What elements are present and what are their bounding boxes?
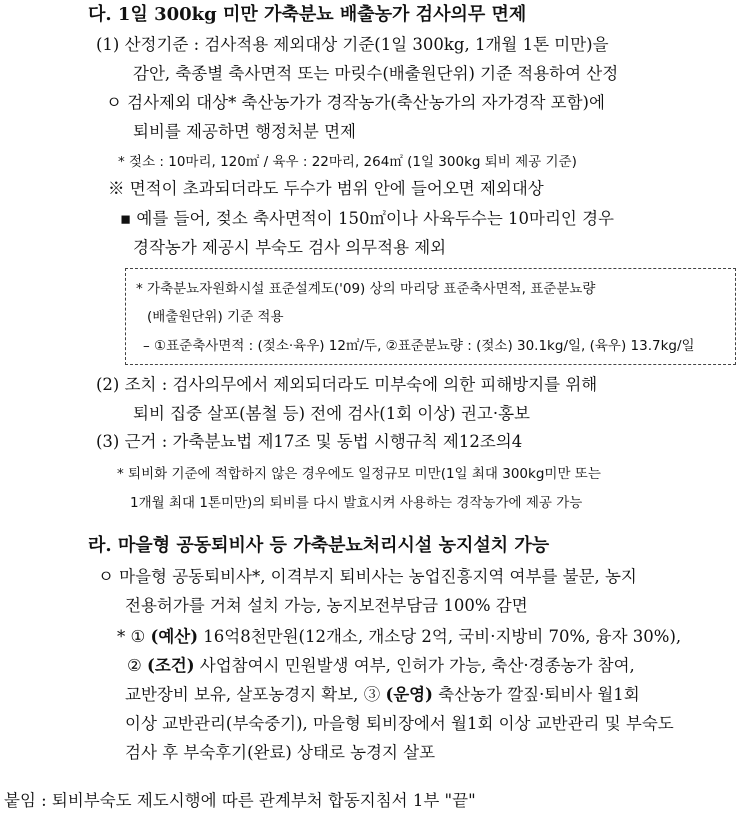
basis-note-line2: 1개월 최대 1톤미만)의 퇴비를 다시 발효시켜 사용하는 경작농가에 제공 가능 xyxy=(130,495,583,511)
village-note-line1 xyxy=(117,629,681,646)
section-ra-heading: 라. 마을형 공동퇴비사 등 가축분뇨처리시설 농지설치 가능 xyxy=(88,535,550,556)
condition-label: (조건) xyxy=(147,656,195,675)
area-remark: ※ 면적이 초과되더라도 두수가 범위 안에 들어오면 제외대상 xyxy=(108,179,544,198)
note-star: * xyxy=(117,627,126,646)
exemption-bullet-line2: 퇴비를 제공하면 행정처분 면제 xyxy=(133,122,356,141)
village-note-line5: 검사 후 부숙후기(완료) 상태로 농경지 살포 xyxy=(125,743,436,762)
standard-box-line3: – ①표준축사면적 : (젖소·육우) 12㎡/두, ②표준분뇨량 : (젖소) 30.1kg/일, (육우) 13.7kg/일 xyxy=(143,338,695,354)
village-note-line4: 이상 교반관리(부숙중기), 마을형 퇴비장에서 월1회 이상 교반관리 및 부숙도 xyxy=(125,714,674,733)
standard-box-line1: * 가축분뇨자원화시설 표준설계도('09) 상의 마리당 표준축사면적, 표준분뇨량 xyxy=(136,281,596,297)
section-da-heading: 다. 1일 300kg 미만 가축분뇨 배출농가 검사의무 면제 xyxy=(88,4,527,25)
exemption-bullet-line1: ㅇ 검사제외 대상* 축산농가가 경작농가(축산농가의 자가경작 포함)에 xyxy=(106,93,605,112)
item3: (3) 근거 : 가축분뇨법 제17조 및 동법 시행규칙 제12조의4 xyxy=(96,432,523,451)
basis-note-line1: * 퇴비화 기준에 적합하지 않은 경우에도 일정규모 미만(1일 최대 300kg미만 또는 xyxy=(117,466,601,482)
condition-text: 사업참여시 민원발생 여부, 인허가 가능, 축산·경종농가 참여, xyxy=(199,656,635,675)
village-note-line2 xyxy=(127,658,635,675)
item2-line2: 퇴비 집중 살포(봄철 등) 전에 검사(1회 이상) 권고·홍보 xyxy=(133,404,530,423)
budget-marker: ① xyxy=(130,627,146,646)
village-bullet-line1: ㅇ 마을형 공동퇴비사*, 이격부지 퇴비사는 농업진흥지역 여부를 불문, 농지 xyxy=(98,567,637,586)
item1-line2: 감안, 축종별 축사면적 또는 마릿수(배출원단위) 기준 적용하여 산정 xyxy=(133,64,619,83)
budget-text: 16억8천만원(12개소, 개소당 2억, 국비·지방비 70%, 융자 30%), xyxy=(203,627,682,646)
item1-line1: (1) 산정기준 : 검사적용 제외대상 기준(1일 300kg, 1개월 1톤 미만)을 xyxy=(96,35,609,54)
village-bullet-line2: 전용허가를 거쳐 설치 가능, 농지보전부담금 100% 감면 xyxy=(125,596,528,615)
attachment-line: 붙임 : 퇴비부숙도 제도시행에 따른 관계부처 합동지침서 1부 "끝" xyxy=(4,791,476,810)
standard-box-line2: (배출원단위) 기준 적용 xyxy=(147,309,284,325)
operation-label: (운영) xyxy=(385,685,433,704)
condition-text-2: 교반장비 보유, 살포농경지 확보, xyxy=(125,685,359,704)
condition-marker: ② xyxy=(127,656,142,675)
operation-text: 축산농가 깔짚·퇴비사 월1회 xyxy=(438,685,640,704)
village-note-line3 xyxy=(125,687,640,704)
item2-line1: (2) 조치 : 검사의무에서 제외되더라도 미부숙에 의한 피해방지를 위해 xyxy=(96,375,598,394)
budget-label: (예산) xyxy=(150,627,199,646)
operation-marker: ③ xyxy=(363,685,381,704)
cattle-note: * 젖소 : 10마리, 120㎡ / 육우 : 22마리, 264㎡ (1일 300kg 퇴비 제공 기준) xyxy=(118,154,577,170)
example-line2: 경작농가 제공시 부숙도 검사 의무적용 제외 xyxy=(133,238,447,257)
example-line1: ▪ 예를 들어, 젖소 축사면적이 150㎡이나 사육두수는 10마리인 경우 xyxy=(120,209,614,228)
